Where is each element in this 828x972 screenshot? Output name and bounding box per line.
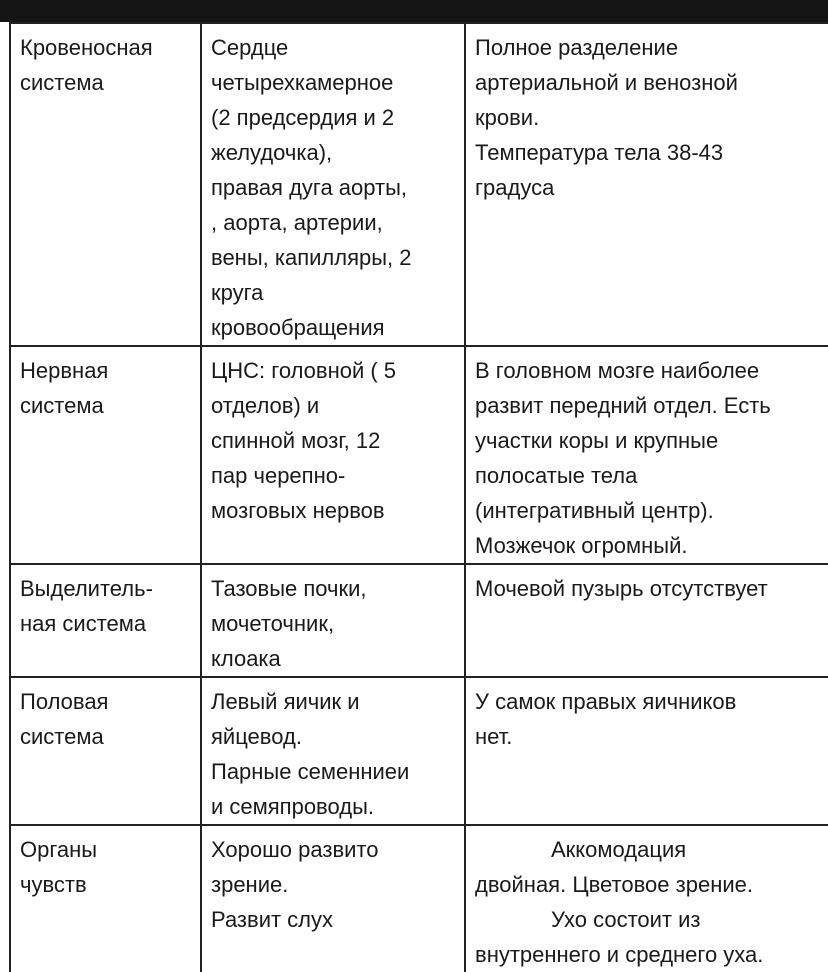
cell-line: Тазовые почки, (211, 576, 367, 601)
cell-line: Сердце (211, 35, 289, 60)
cell-line: пар черепно- (211, 463, 346, 488)
cell-line: ная система (20, 611, 147, 636)
cell-line: Нервная (20, 358, 109, 383)
cell-line: спинной мозг, 12 (211, 428, 381, 453)
cell-line: отделов) и (211, 393, 320, 418)
cell-line: мочеточник, (211, 611, 335, 636)
cell-line: круга (211, 280, 264, 305)
cell-line: мозговых нервов (211, 498, 385, 523)
table-row (10, 677, 828, 825)
features-cell (465, 677, 828, 825)
cell-line: Органы (20, 837, 98, 862)
features-cell (465, 23, 828, 346)
cell-line: Выделитель- (20, 576, 153, 601)
structure-cell (201, 564, 465, 677)
cell-line: система (20, 393, 104, 418)
cell-line: клоака (211, 646, 281, 671)
cell-line: Мозжечок огромный. (475, 533, 688, 558)
organ-systems-table (9, 22, 828, 972)
cell-line: яйцевод. (211, 724, 302, 749)
cell-line: Аккомодация (551, 837, 687, 862)
cell-line: система (20, 70, 104, 95)
table-row (10, 23, 828, 346)
cell-line: Мочевой пузырь отсутствует (475, 576, 768, 601)
structure-cell (201, 825, 465, 972)
cell-line: Парные семенниеи (211, 759, 410, 784)
cell-line: У самок правых яичников (475, 689, 737, 714)
structure-cell (201, 23, 465, 346)
cell-line: Температура тела 38-43 (475, 140, 724, 165)
cell-line: полосатые тела (475, 463, 638, 488)
cell-line: внутреннего и среднего уха. (475, 942, 764, 967)
table-row (10, 346, 828, 564)
cell-line: участки коры и крупные (475, 428, 719, 453)
organ-cell (10, 346, 201, 564)
organ-cell (10, 825, 201, 972)
cell-line: четырехкамерное (211, 70, 394, 95)
structure-cell (201, 346, 465, 564)
organ-cell (10, 23, 201, 346)
features-cell (465, 825, 828, 972)
cell-line: Ухо состоит из (551, 907, 701, 932)
organ-cell (10, 564, 201, 677)
cell-line: артериальной и венозной (475, 70, 738, 95)
cell-line: Кровеносная (20, 35, 153, 60)
structure-cell (201, 677, 465, 825)
cell-line: (интегративный центр). (475, 498, 714, 523)
cell-line: кровообращения (211, 315, 385, 340)
cell-line: градуса (475, 175, 555, 200)
cell-line: Хорошо развито (211, 837, 379, 862)
cell-line: система (20, 724, 104, 749)
cell-line: Половая (20, 689, 109, 714)
cell-line: двойная. Цветовое зрение. (475, 872, 753, 897)
table-row (10, 825, 828, 972)
cell-line: зрение. (211, 872, 289, 897)
cell-line: нет. (475, 724, 513, 749)
cell-line: развит передний отдел. Есть (475, 393, 771, 418)
cell-line: желудочка), (211, 140, 333, 165)
cell-line: и семяпроводы. (211, 794, 375, 819)
cell-line: правая дуга аорты, (211, 175, 408, 200)
organ-cell (10, 677, 201, 825)
cell-line: Развит слух (211, 907, 334, 932)
cell-line: ЦНС: головной ( 5 (211, 358, 397, 383)
cell-line: В головном мозге наиболее (475, 358, 760, 383)
table-row (10, 564, 828, 677)
cell-line: Левый яичик и (211, 689, 360, 714)
cell-line: вены, капилляры, 2 (211, 245, 412, 270)
cell-line: , аорта, артерии, (211, 210, 383, 235)
cell-line: Полное разделение (475, 35, 679, 60)
features-cell (465, 346, 828, 564)
features-cell (465, 564, 828, 677)
top-bar (0, 0, 828, 22)
cell-line: чувств (20, 872, 87, 897)
cell-line: (2 предсердия и 2 (211, 105, 395, 130)
cell-line: крови. (475, 105, 540, 130)
